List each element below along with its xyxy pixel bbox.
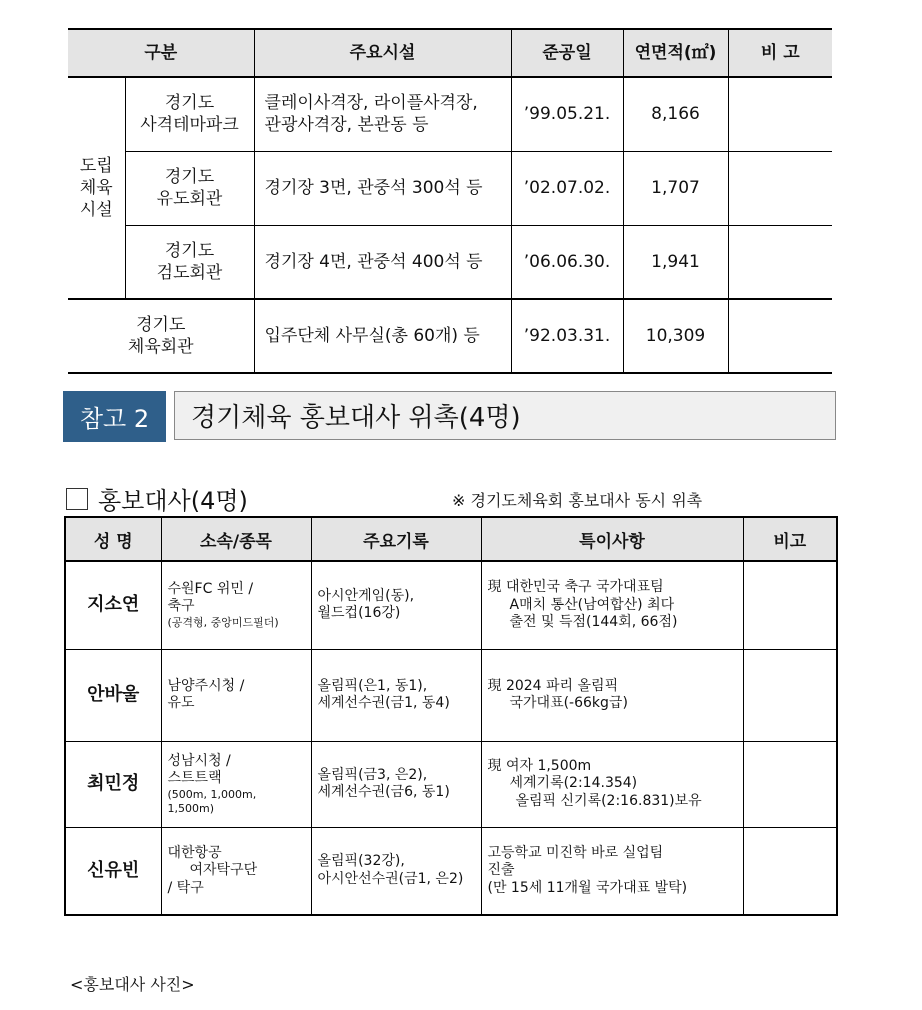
floor-area: 8,166 bbox=[623, 77, 728, 151]
ambassador-name: 지소연 bbox=[65, 561, 161, 649]
facility-name: 경기도 검도회관 bbox=[125, 225, 254, 299]
completion-date: ’99.05.21. bbox=[511, 77, 623, 151]
remark-cell bbox=[743, 649, 837, 741]
table-row bbox=[65, 649, 837, 741]
record-line: 월드컵(16강) bbox=[317, 605, 401, 622]
note-line: (만 15세 11개월 국가대표 발탁) bbox=[487, 879, 688, 896]
table-row bbox=[68, 151, 832, 225]
facility-table-header bbox=[68, 29, 832, 77]
header-remarks: 비 고 bbox=[728, 29, 832, 77]
sub-heading-text: 홍보대사(4명) bbox=[98, 487, 248, 515]
records-cell bbox=[311, 649, 481, 741]
affiliation-line: 여자탁구단 bbox=[189, 862, 258, 878]
facility-list: 경기장 4면, 관중석 400석 등 bbox=[254, 225, 511, 299]
record-line: 세계선수권(금6, 동1) bbox=[317, 784, 450, 800]
completion-date: ’92.03.31. bbox=[511, 299, 623, 373]
header-name: 성 명 bbox=[65, 517, 161, 561]
ambassador-table bbox=[64, 516, 838, 916]
affiliation-cell bbox=[161, 827, 311, 915]
note-line: 現 2024 파리 올림픽 bbox=[487, 677, 619, 694]
group-label: 도립 체육 시설 bbox=[68, 77, 125, 299]
records-cell bbox=[311, 561, 481, 649]
affiliation-line: / 탁구 bbox=[167, 879, 204, 896]
record-line: 올림픽(은1, 동1), bbox=[317, 677, 428, 694]
table-row bbox=[68, 299, 832, 373]
header-facilities: 주요시설 bbox=[254, 29, 511, 77]
remark-cell bbox=[743, 561, 837, 649]
note-line: 고등학교 미진학 바로 실업팀 bbox=[487, 844, 664, 861]
floor-area: 1,707 bbox=[623, 151, 728, 225]
record-line: 아시안게임(동), bbox=[317, 587, 415, 604]
header-notes: 특이사항 bbox=[481, 517, 743, 561]
note-line: 세계기록(2:14.354) bbox=[509, 775, 638, 792]
affiliation-line: 남양주시청 / bbox=[167, 677, 245, 694]
affiliation-detail: (500m, 1,000m, 1,500m) bbox=[167, 787, 257, 815]
record-line: 올림픽(금3, 은2), bbox=[317, 766, 428, 783]
records-cell bbox=[311, 827, 481, 915]
note-line: 올림픽 신기록(2:16.831)보유 bbox=[515, 792, 702, 809]
remark-cell bbox=[728, 77, 832, 151]
table-row bbox=[65, 741, 837, 827]
remark-cell bbox=[743, 741, 837, 827]
affiliation-cell bbox=[161, 561, 311, 649]
facility-table bbox=[68, 28, 832, 374]
facility-list: 입주단체 사무실(총 60개) 등 bbox=[254, 299, 511, 373]
section-title: 경기체육 홍보대사 위촉(4명) bbox=[174, 391, 836, 440]
checkbox-icon bbox=[66, 488, 88, 510]
ambassador-name: 신유빈 bbox=[65, 827, 161, 915]
table-row bbox=[65, 561, 837, 649]
ambassador-name: 최민정 bbox=[65, 741, 161, 827]
ambassador-name: 안바울 bbox=[65, 649, 161, 741]
header-records: 주요기록 bbox=[311, 517, 481, 561]
reference-label: 참고 2 bbox=[63, 391, 166, 442]
affiliation-line: 유도 bbox=[167, 695, 195, 711]
affiliation-cell bbox=[161, 741, 311, 827]
sub-note: ※ 경기도체육회 홍보대사 동시 위촉 bbox=[452, 491, 703, 510]
floor-area: 1,941 bbox=[623, 225, 728, 299]
record-line: 아시안선수권(금1, 은2) bbox=[317, 870, 464, 887]
facility-name: 경기도 사격테마파크 bbox=[125, 77, 254, 151]
floor-area: 10,309 bbox=[623, 299, 728, 373]
table-row bbox=[65, 827, 837, 915]
note-line: 現 여자 1,500m bbox=[487, 757, 592, 774]
completion-date: ’02.07.02. bbox=[511, 151, 623, 225]
affiliation-cell bbox=[161, 649, 311, 741]
note-line: A매치 통산(남여합산) 최다 bbox=[509, 596, 675, 613]
photo-caption: <홍보대사 사진> bbox=[70, 975, 195, 994]
remark-cell bbox=[728, 225, 832, 299]
notes-cell bbox=[481, 741, 743, 827]
record-line: 올림픽(32강), bbox=[317, 853, 405, 870]
remark-cell bbox=[743, 827, 837, 915]
header-affiliation: 소속/종목 bbox=[161, 517, 311, 561]
note-line: 국가대표(-66kg급) bbox=[509, 695, 628, 711]
note-line: 출전 및 득점(144회, 66점) bbox=[509, 614, 678, 630]
completion-date: ’06.06.30. bbox=[511, 225, 623, 299]
affiliation-line: 수원FC 위민 / bbox=[167, 580, 254, 597]
affiliation-line: 성남시청 / bbox=[167, 752, 231, 769]
facility-list: 클레이사격장, 라이플사격장, 관광사격장, 본관동 등 bbox=[254, 77, 511, 151]
ambassador-table-header bbox=[65, 517, 837, 561]
affiliation-detail: (공격형, 중앙미드필더) bbox=[167, 615, 279, 629]
table-row bbox=[68, 77, 832, 151]
table-row bbox=[68, 225, 832, 299]
header-floor-area: 연면적(㎡) bbox=[623, 29, 728, 77]
affiliation-line: 대한항공 bbox=[167, 844, 222, 861]
affiliation-line: 스트트랙 bbox=[167, 770, 222, 787]
notes-cell bbox=[481, 561, 743, 649]
header-completion-date: 준공일 bbox=[511, 29, 623, 77]
facility-name: 경기도 체육회관 bbox=[68, 299, 254, 373]
note-line: 現 대한민국 축구 국가대표팀 bbox=[487, 579, 664, 595]
remark-cell bbox=[728, 151, 832, 225]
note-line: 진출 bbox=[487, 862, 515, 878]
facility-name: 경기도 유도회관 bbox=[125, 151, 254, 225]
affiliation-line: 축구 bbox=[167, 598, 195, 615]
remark-cell bbox=[728, 299, 832, 373]
header-category: 구분 bbox=[68, 29, 254, 77]
facility-list: 경기장 3면, 관중석 300석 등 bbox=[254, 151, 511, 225]
record-line: 세계선수권(금1, 동4) bbox=[317, 695, 450, 711]
header-remark: 비고 bbox=[743, 517, 837, 561]
notes-cell bbox=[481, 649, 743, 741]
records-cell bbox=[311, 741, 481, 827]
notes-cell bbox=[481, 827, 743, 915]
sub-heading bbox=[66, 481, 248, 516]
